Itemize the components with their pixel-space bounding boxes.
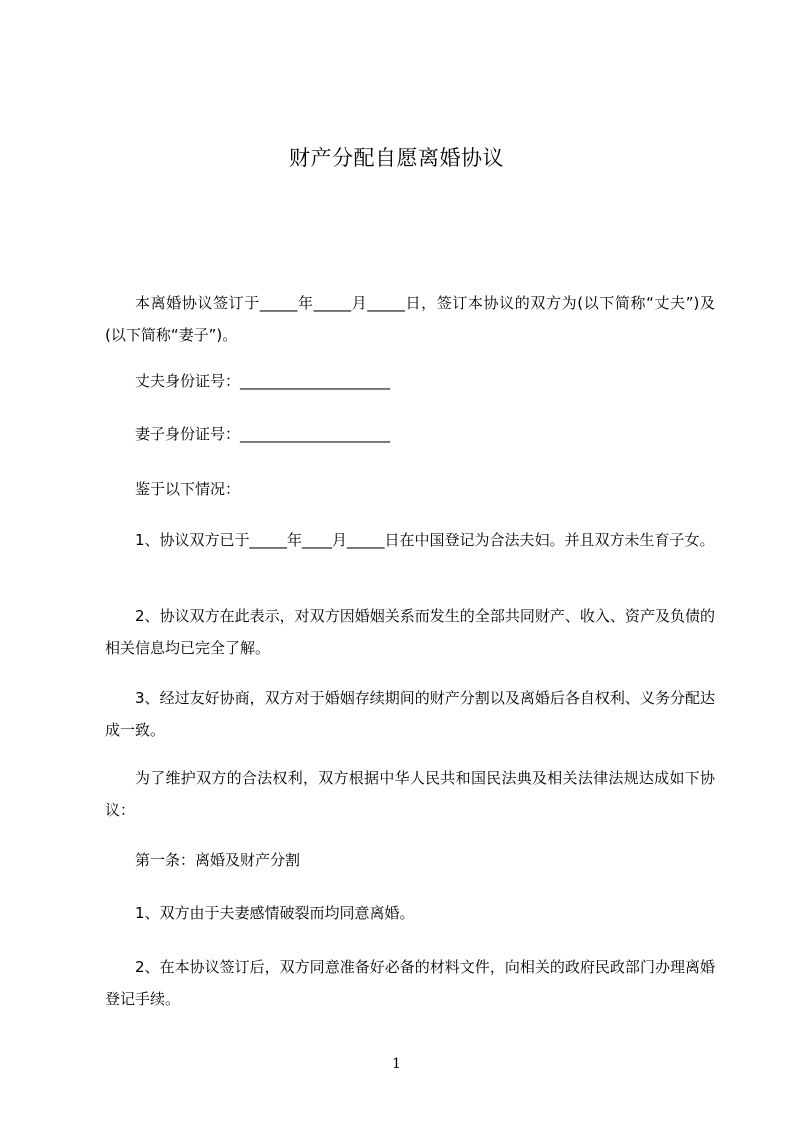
recital-item-3: 3、经过友好协商，双方对于婚姻存续期间的财产分割以及离婚后各自权利、义务分配达成一致。	[105, 689, 715, 739]
article-1-heading: 第一条：离婚及财产分割	[135, 851, 301, 869]
article-1-item-1: 1、双方由于夫妻感情破裂而均同意离婚。	[135, 904, 415, 922]
document-title: 财产分配自愿离婚协议	[289, 146, 504, 170]
husband-id-line: 丈夫身份证号：____________________	[135, 372, 391, 390]
recital-item-1: 1、协议双方已于_____年____月_____日在中国登记为合法夫妇。并且双方未生育子女。	[135, 531, 715, 549]
wife-id-line: 妻子身份证号：____________________	[135, 425, 391, 443]
purpose-paragraph: 为了维护双方的合法权利，双方根据中华人民共和国民法典及相关法律法规达成如下协议：	[105, 769, 715, 819]
recital-item-2: 2、协议双方在此表示，对双方因婚姻关系而发生的全部共同财产、收入、资产及负债的相关信息均已完全了解。	[105, 607, 715, 657]
intro-paragraph: 本离婚协议签订于_____年_____月_____日，签订本协议的双方为(以下简称“丈夫”)及(以下简称“妻子”)。	[105, 294, 715, 344]
whereas-heading: 鉴于以下情况：	[135, 480, 241, 498]
article-1-item-2: 2、在本协议签订后，双方同意准备好必备的材料文件，向相关的政府民政部门办理离婚登记手续。	[105, 958, 715, 1008]
page-number: 1	[392, 1056, 401, 1072]
